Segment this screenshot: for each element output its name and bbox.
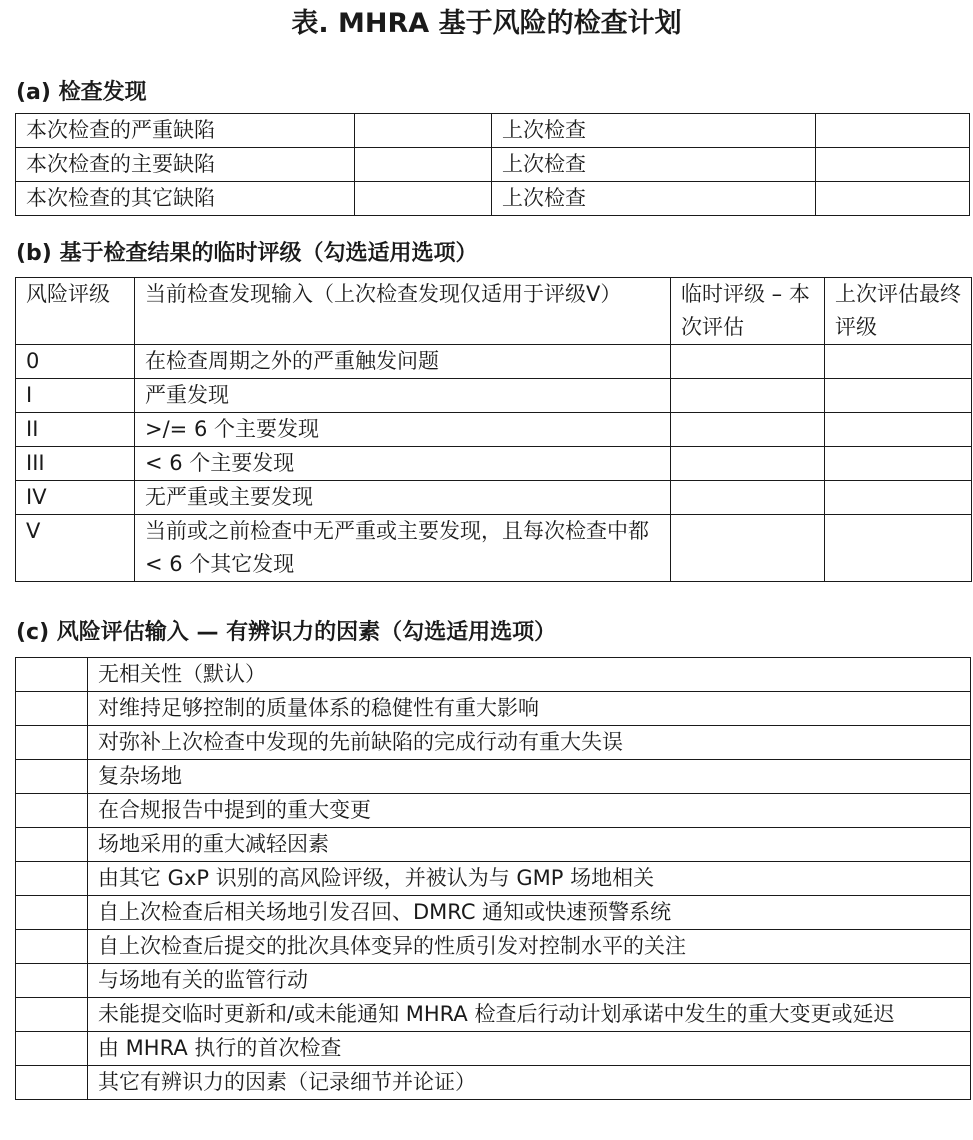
finding-value-cell[interactable]	[355, 114, 492, 148]
interim-rating-table	[15, 277, 972, 582]
discriminating-factors-table	[15, 657, 971, 1100]
table-row	[16, 964, 971, 998]
section-c-heading: (c) 风险评估输入 — 有辨识力的因素（勾选适用选项）	[16, 620, 557, 645]
table-row	[16, 760, 971, 794]
interim-rating-checkbox-cell[interactable]	[671, 345, 825, 379]
table-row	[16, 447, 972, 481]
previous-rating-cell[interactable]	[825, 345, 972, 379]
risk-grade: IV	[16, 481, 135, 515]
risk-grade: I	[16, 379, 135, 413]
finding-description: >/= 6 个主要发现	[135, 413, 671, 447]
factor-text: 对弥补上次检查中发现的先前缺陷的完成行动有重大失误	[88, 726, 971, 760]
interim-rating-checkbox-cell[interactable]	[671, 413, 825, 447]
factor-text: 由 MHRA 执行的首次检查	[88, 1032, 971, 1066]
table-row	[16, 515, 972, 582]
finding-description: 在检查周期之外的严重触发问题	[135, 345, 671, 379]
table-row	[16, 862, 971, 896]
factor-text: 其它有辨识力的因素（记录细节并论证）	[88, 1066, 971, 1100]
previous-inspection-label: 上次检查	[492, 148, 816, 182]
table-row	[16, 1066, 971, 1100]
factor-checkbox-cell[interactable]	[16, 658, 88, 692]
factor-checkbox-cell[interactable]	[16, 726, 88, 760]
section-b-heading: (b) 基于检查结果的临时评级（勾选适用选项）	[16, 241, 478, 266]
table-row	[16, 413, 972, 447]
interim-rating-checkbox-cell[interactable]	[671, 379, 825, 413]
table-row	[16, 114, 970, 148]
finding-description: < 6 个主要发现	[135, 447, 671, 481]
factor-checkbox-cell[interactable]	[16, 896, 88, 930]
finding-value-cell[interactable]	[355, 148, 492, 182]
table-row	[16, 481, 972, 515]
previous-rating-cell[interactable]	[825, 515, 972, 582]
risk-grade: V	[16, 515, 135, 582]
table-row	[16, 930, 971, 964]
factor-text: 与场地有关的监管行动	[88, 964, 971, 998]
finding-description: 当前或之前检查中无严重或主要发现，且每次检查中都 < 6 个其它发现	[135, 515, 671, 582]
risk-grade: II	[16, 413, 135, 447]
finding-label: 本次检查的严重缺陷	[16, 114, 355, 148]
table-row	[16, 345, 972, 379]
column-header-risk-rating: 风险评级	[16, 278, 135, 345]
previous-inspection-label: 上次检查	[492, 114, 816, 148]
previous-rating-cell[interactable]	[825, 379, 972, 413]
factor-checkbox-cell[interactable]	[16, 692, 88, 726]
column-header-interim-rating: 临时评级 – 本次评估	[671, 278, 825, 345]
page-title: 表. MHRA 基于风险的检查计划	[291, 8, 682, 39]
factor-text: 自上次检查后相关场地引发召回、DMRC 通知或快速预警系统	[88, 896, 971, 930]
factor-checkbox-cell[interactable]	[16, 964, 88, 998]
factor-text: 未能提交临时更新和/或未能通知 MHRA 检查后行动计划承诺中发生的重大变更或延迟	[88, 998, 971, 1032]
column-header-previous-rating: 上次评估最终评级	[825, 278, 972, 345]
table-row	[16, 182, 970, 216]
previous-value-cell[interactable]	[816, 148, 970, 182]
risk-grade: 0	[16, 345, 135, 379]
factor-text: 自上次检查后提交的批次具体变异的性质引发对控制水平的关注	[88, 930, 971, 964]
previous-rating-cell[interactable]	[825, 413, 972, 447]
factor-checkbox-cell[interactable]	[16, 1066, 88, 1100]
column-header-current-findings: 当前检查发现输入（上次检查发现仅适用于评级V）	[135, 278, 671, 345]
factor-text: 对维持足够控制的质量体系的稳健性有重大影响	[88, 692, 971, 726]
interim-rating-checkbox-cell[interactable]	[671, 447, 825, 481]
risk-grade: III	[16, 447, 135, 481]
factor-checkbox-cell[interactable]	[16, 998, 88, 1032]
factor-text: 复杂场地	[88, 760, 971, 794]
previous-value-cell[interactable]	[816, 182, 970, 216]
table-row	[16, 726, 971, 760]
previous-value-cell[interactable]	[816, 114, 970, 148]
inspection-findings-table	[15, 113, 970, 216]
factor-checkbox-cell[interactable]	[16, 794, 88, 828]
factor-checkbox-cell[interactable]	[16, 1032, 88, 1066]
previous-rating-cell[interactable]	[825, 481, 972, 515]
table-header-row	[16, 278, 972, 345]
factor-text: 在合规报告中提到的重大变更	[88, 794, 971, 828]
table-row	[16, 692, 971, 726]
factor-text: 场地采用的重大减轻因素	[88, 828, 971, 862]
table-row	[16, 828, 971, 862]
table-row	[16, 1032, 971, 1066]
finding-label: 本次检查的其它缺陷	[16, 182, 355, 216]
previous-inspection-label: 上次检查	[492, 182, 816, 216]
finding-value-cell[interactable]	[355, 182, 492, 216]
factor-checkbox-cell[interactable]	[16, 828, 88, 862]
previous-rating-cell[interactable]	[825, 447, 972, 481]
factor-text: 由其它 GxP 识别的高风险评级，并被认为与 GMP 场地相关	[88, 862, 971, 896]
finding-label: 本次检查的主要缺陷	[16, 148, 355, 182]
factor-checkbox-cell[interactable]	[16, 760, 88, 794]
finding-description: 无严重或主要发现	[135, 481, 671, 515]
interim-rating-checkbox-cell[interactable]	[671, 481, 825, 515]
factor-checkbox-cell[interactable]	[16, 930, 88, 964]
section-a-heading: (a) 检查发现	[16, 80, 147, 105]
table-row	[16, 896, 971, 930]
table-row	[16, 379, 972, 413]
finding-description: 严重发现	[135, 379, 671, 413]
interim-rating-checkbox-cell[interactable]	[671, 515, 825, 582]
table-row	[16, 658, 971, 692]
table-row	[16, 794, 971, 828]
table-row	[16, 148, 970, 182]
factor-checkbox-cell[interactable]	[16, 862, 88, 896]
table-row	[16, 998, 971, 1032]
factor-text: 无相关性（默认）	[88, 658, 971, 692]
